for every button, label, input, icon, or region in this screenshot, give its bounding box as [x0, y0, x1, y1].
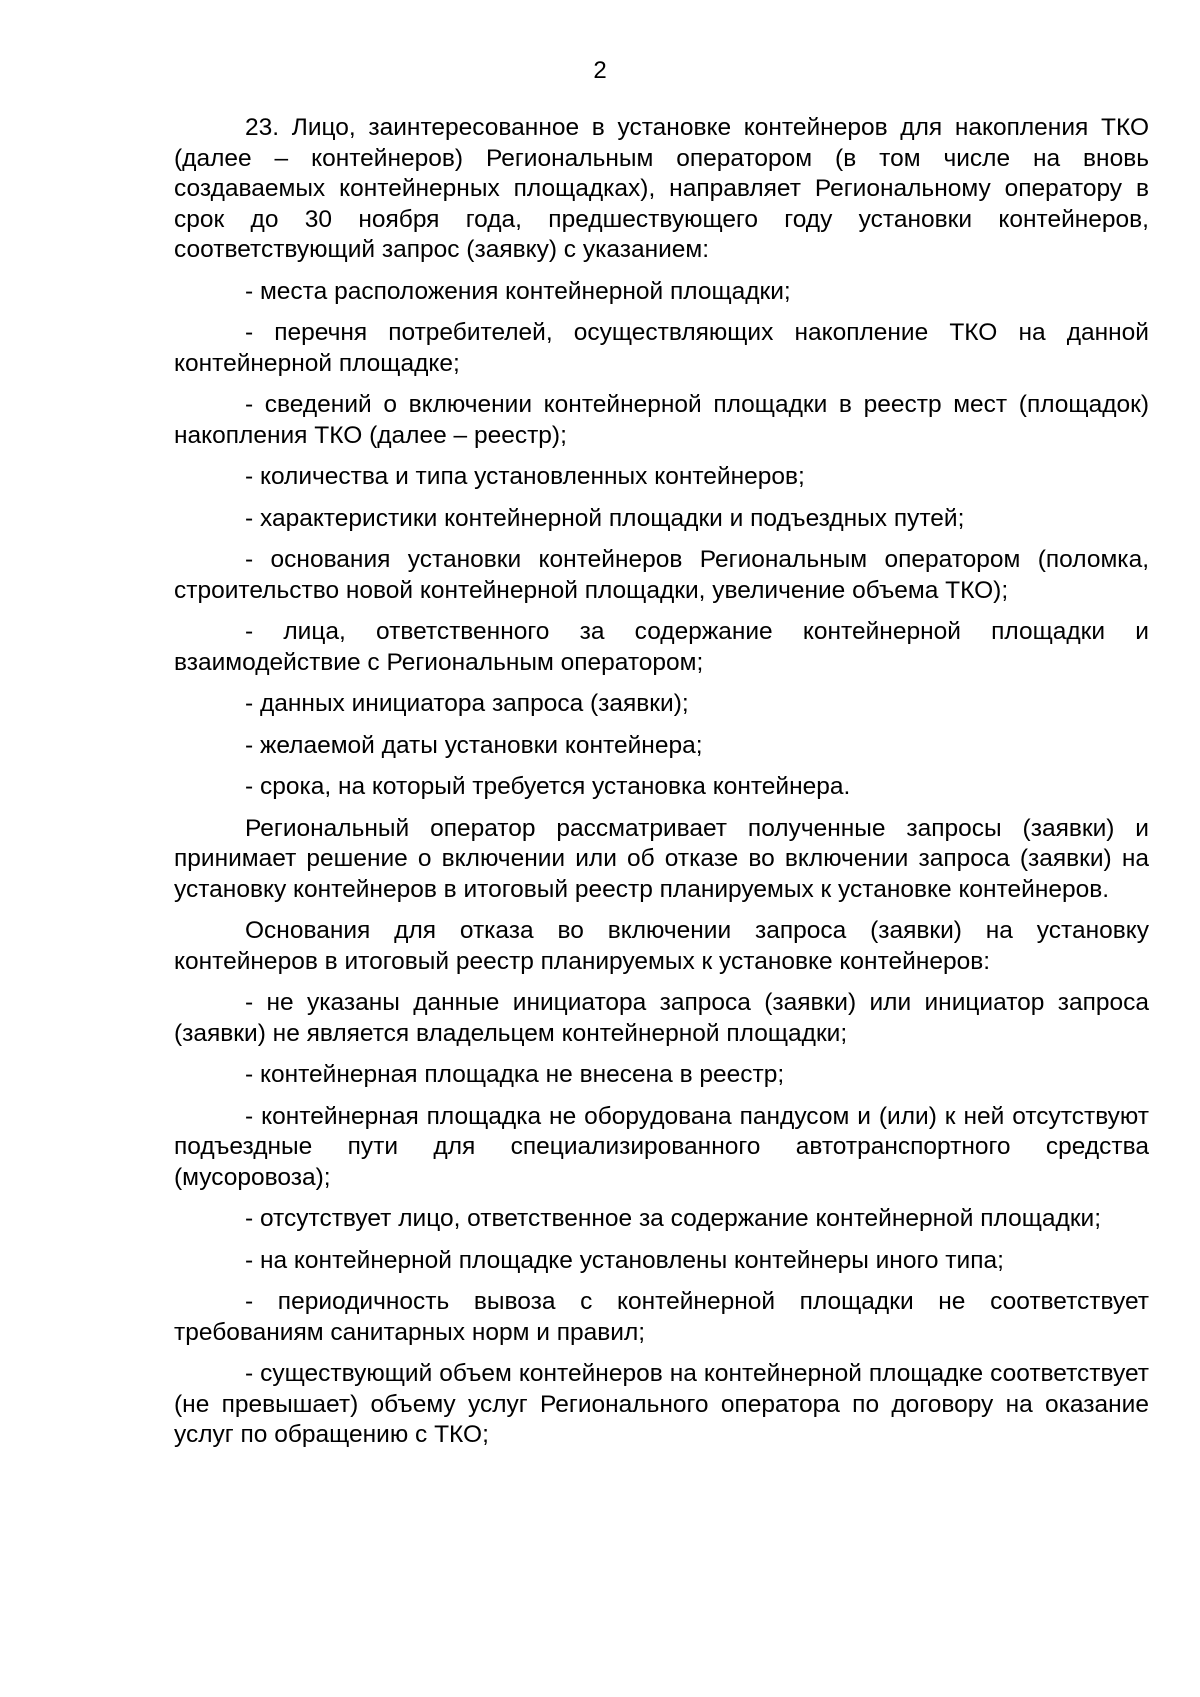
- list-item-refusal-volume: - существующий объем контейнеров на контейнерной площадке соответствует (не превышает) объему услуг Регионального оператора по договору на оказание услуг по обращению с ТКО;: [174, 1360, 1149, 1448]
- list-item-registry-info: - сведений о включении контейнерной площадки в реестр мест (площадок) накопления ТКО (далее – реестр);: [174, 391, 1149, 449]
- list-item-responsible-person: - лица, ответственного за содержание контейнерной площадки и взаимодействие с Региональным оператором;: [174, 618, 1149, 676]
- list-item-site-characteristics: - характеристики контейнерной площадки и подъездных путей;: [245, 504, 965, 532]
- list-item-initiator-data: - данных инициатора запроса (заявки);: [245, 690, 689, 717]
- paragraph-operator-review: Региональный оператор рассматривает полученные запросы (заявки) и принимает решение о включении или об отказе во включении запроса (заявки) на установку контейнеров в итоговый реестр планируемых к установке контейнеров.: [174, 814, 1149, 903]
- list-item-consumers: - перечня потребителей, осуществляющих накопление ТКО на данной контейнерной площадке;: [174, 319, 1149, 377]
- page-number: 2: [593, 57, 607, 84]
- list-item-desired-date: - желаемой даты установки контейнера;: [245, 731, 703, 759]
- document-body: [174, 113, 1149, 1451]
- list-item-container-count: - количества и типа установленных контейнеров;: [245, 463, 805, 490]
- list-item-refusal-other-type: - на контейнерной площадке установлены контейнеры иного типа;: [245, 1246, 1004, 1274]
- list-item-refusal-registry: - контейнерная площадка не внесена в реестр;: [245, 1061, 785, 1088]
- list-item-refusal-ramp: - контейнерная площадка не оборудована пандусом и (или) к ней отсутствуют подъездные пути для специализированного автотранспортного средства (мусоровоза);: [174, 1102, 1149, 1191]
- list-item-location: - места расположения контейнерной площадки;: [245, 277, 791, 305]
- list-item-refusal-frequency: - периодичность вывоза с контейнерной площадки не соответствует требованиям санитарных норм и правил;: [174, 1288, 1149, 1346]
- list-item-refusal-initiator: - не указаны данные инициатора запроса (заявки) или инициатор запроса (заявки) не является владельцем контейнерной площадки;: [174, 989, 1149, 1047]
- list-item-installation-grounds: - основания установки контейнеров Региональным оператором (поломка, строительство новой контейнерной площадки, увеличение объема ТКО);: [174, 546, 1149, 604]
- list-item-refusal-no-responsible: - отсутствует лицо, ответственное за содержание контейнерной площадки;: [245, 1205, 1102, 1232]
- paragraph-refusal-grounds: Основания для отказа во включении запроса (заявки) на установку контейнеров в итоговый реестр планируемых к установке контейнеров:: [174, 917, 1149, 975]
- list-item-term: - срока, на который требуется установка контейнера.: [245, 773, 851, 800]
- paragraph-item-23: 23. Лицо, заинтересованное в установке контейнеров для накопления ТКО (далее – контейнеров) Региональным оператором (в том числе на вновь создаваемых контейнерных площадках), направляет Региональному оператору в срок до 30 ноября года, предшествующего году установки контейнеров, соответствующий запрос (заявку) с указанием:: [174, 114, 1149, 263]
